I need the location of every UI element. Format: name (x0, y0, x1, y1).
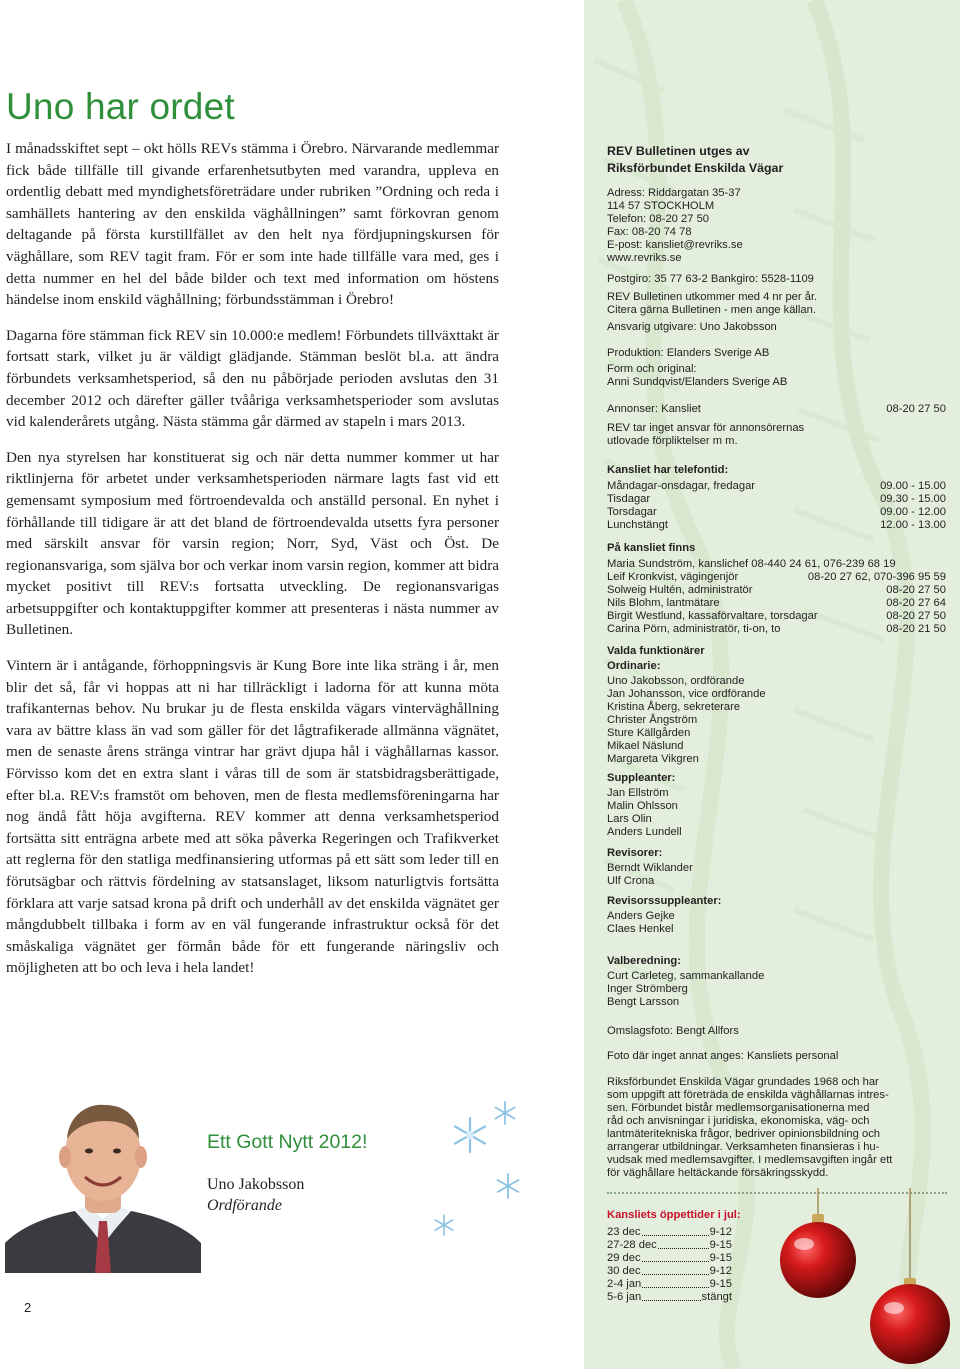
ads-note-line: utlovade förpliktelser m m. (607, 435, 738, 447)
dot-leader (642, 1265, 709, 1275)
phone-line: Telefon: 08-20 27 50 (607, 213, 710, 225)
member: Christer Ångström (607, 714, 698, 726)
holiday-time: 9-12 (709, 1226, 732, 1238)
staff-title: På kansliet finns (607, 542, 696, 554)
deputies-block (607, 772, 947, 839)
members-title: Ordinarie: (607, 660, 661, 672)
holiday-date: 29 dec (607, 1252, 641, 1264)
holiday-row (607, 1265, 732, 1278)
hours-time: 09.00 - 12.00 (880, 506, 946, 518)
phone-hours-row (607, 506, 946, 519)
nomination-member: Bengt Larsson (607, 996, 680, 1008)
auditor-deputy: Anders Gejke (607, 910, 675, 922)
elected-title: Valda funktionärer (607, 645, 705, 657)
design-line: Anni Sundqvist/Elanders Sverige AB (607, 376, 788, 388)
staff-name: Solweig Hultén, administratör (607, 584, 753, 596)
staff-row (607, 558, 946, 571)
staff-row (607, 584, 946, 597)
staff-row (607, 571, 946, 584)
ornament-left (780, 1222, 856, 1298)
phone-hours-block (607, 464, 947, 532)
ads-label: Annonser: Kansliet (607, 403, 701, 415)
phone-hours-row (607, 480, 946, 493)
signature-name: Uno Jakobsson (207, 1176, 305, 1193)
auditor: Berndt Wiklander (607, 862, 693, 874)
holiday-date: 30 dec (607, 1265, 641, 1277)
holiday-row (607, 1291, 732, 1304)
ads-note-line: REV tar inget ansvar för annonsörernas (607, 422, 805, 434)
giro-line: Postgiro: 35 77 63-2 Bankgiro: 5528-1109 (607, 273, 814, 285)
nomination-member: Inger Strömberg (607, 983, 688, 995)
auditor: Ulf Crona (607, 875, 655, 887)
staff-row (607, 610, 946, 623)
dot-leader (642, 1291, 700, 1301)
deputies-title: Suppleanter: (607, 772, 676, 784)
publisher-title: REV Bulletinen utges av (607, 144, 750, 158)
nomination-block (607, 955, 947, 1009)
holiday-time: 9-15 (709, 1252, 732, 1264)
staff-phone: 08-20 27 62, 070-396 95 59 (807, 571, 946, 583)
snowflake-icon (494, 1172, 522, 1200)
staff-name: Maria Sundström, kanslichef 08-440 24 61, 076-239 68 19 (607, 558, 896, 570)
holiday-time: 9-15 (709, 1278, 732, 1290)
holiday-date: 5-6 jan (607, 1291, 642, 1303)
cover-photo-credit: Omslagsfoto: Bengt Allfors (607, 1025, 739, 1037)
about-line: lantmäteritekniska frågor, bedriver opinionsbildning och (607, 1128, 881, 1140)
about-line: för väghållare heltäckande försäkringsskydd. (607, 1167, 829, 1179)
christmas-ornaments (770, 1188, 960, 1369)
elected-block (607, 645, 947, 766)
staff-name: Nils Blohm, lantmätare (607, 597, 720, 609)
phone-hours-title: Kansliet har telefontid: (607, 464, 729, 476)
production-line: Produktion: Elanders Sverige AB (607, 347, 770, 359)
email-link[interactable]: E-post: kansliet@revriks.se (607, 239, 743, 251)
page-number: 2 (24, 1300, 32, 1315)
hours-day: Måndagar-onsdagar, fredagar (607, 480, 756, 492)
staff-block (607, 542, 947, 636)
address-block (607, 187, 947, 265)
nomination-member: Curt Carleteg, sammankallande (607, 970, 765, 982)
production-block (607, 347, 947, 389)
holiday-row (607, 1239, 732, 1252)
snowflake-icon (432, 1213, 456, 1237)
holiday-time: 9-15 (709, 1239, 732, 1251)
staff-phone: 08-20 27 64 (886, 597, 946, 609)
staff-name: Birgit Westlund, kassaförvaltare, torsdagar (607, 610, 818, 622)
publisher-name: Riksförbundet Enskilda Vägar (607, 161, 784, 175)
staff-name: Carina Pörn, administratör, ti-on, to (607, 623, 781, 635)
staff-name: Leif Kronkvist, vägingenjör (607, 571, 739, 583)
phone-hours-row (607, 493, 946, 506)
holiday-row (607, 1252, 732, 1265)
publisher-block (607, 143, 947, 177)
hours-time: 09.00 - 15.00 (880, 480, 946, 492)
about-line: arrangerar utbildningar. Verksamheten finansieras i hu- (607, 1141, 880, 1153)
ornament-right (870, 1284, 950, 1364)
member: Margareta Vikgren (607, 753, 699, 765)
dot-leader (642, 1278, 708, 1288)
hours-time: 09.30 - 15.00 (880, 493, 946, 505)
nomination-title: Valberedning: (607, 955, 681, 967)
member: Jan Johansson, vice ordförande (607, 688, 766, 700)
signature-role: Ordförande (207, 1197, 282, 1214)
article-paragraph: Dagarna före stämman fick REV sin 10.000:e medlem! Förbundets tillväxttakt är fortsatt stark, vilket ju är väldigt glädjande. Stämman beslöt bl.a. att ändra förbundets verksamhetsperiod, så den nu påbörjade perioden avslutas den 31 december 2012 och därefter gäller tvååriga verksamhetsperioder som avslutas vid kalenderårets utgång. Nästa stämma går därmed av stapeln i mars 2013. (6, 326, 499, 431)
hours-day: Torsdagar (607, 506, 657, 518)
member: Mikael Näslund (607, 740, 684, 752)
dot-leader (658, 1239, 709, 1249)
responsible-publisher: Ansvarig utgivare: Uno Jakobsson (607, 321, 777, 333)
frequency-line: REV Bulletinen utkommer med 4 nr per år. (607, 291, 818, 303)
portrait-illustration (5, 1093, 201, 1273)
article-paragraph: I månadsskiftet sept – okt hölls REVs stämma i Örebro. Närvarande medlemmar fick både tillfälle till givande erfarenhetsutbyten med varandra, uppleva en ordentlig debatt med myndighetsföreträdare under rubriken ”Ordning och reda i samhällets hantering av den enskilda väghållningen” samt förkovran genom deltagande på första kurstillfället av den helt nya fördjupningskursen för väghållare, som REV tagit fram. För er som inte hade tillfälle vara med, ges i detta nummer en hel del både bilder och text med information om höstens händelse inom enskild väghållning; förbundsstämman i Örebro! (6, 140, 499, 309)
ads-phone: 08-20 27 50 (886, 403, 946, 415)
deputy: Lars Olin (607, 813, 652, 825)
phone-hours-row (607, 519, 946, 532)
holiday-date: 27-28 dec (607, 1239, 657, 1251)
about-line: sen. Förbundet bistår medlemsorganisationerna med (607, 1102, 870, 1114)
website-link[interactable]: www.revriks.se (607, 252, 682, 264)
staff-phone: 08-20 27 50 (886, 584, 946, 596)
deputy: Malin Ohlsson (607, 800, 678, 812)
about-block (607, 1076, 947, 1180)
author-portrait (5, 1093, 201, 1273)
holiday-time: stängt (701, 1291, 732, 1303)
photo-credit: Foto där inget annat anges: Kansliets personal (607, 1050, 839, 1062)
page-title: Uno har ordet (6, 86, 235, 127)
holiday-hours-title: Kansliets öppettider i jul: (607, 1209, 741, 1221)
holiday-row (607, 1226, 732, 1239)
deputy: Jan Ellström (607, 787, 669, 799)
dot-leader (642, 1252, 709, 1262)
ads-block (607, 403, 947, 448)
staff-phone: 08-20 21 50 (886, 623, 946, 635)
snowflake-icon (492, 1100, 518, 1126)
holiday-time: 9-12 (709, 1265, 732, 1277)
hours-time: 12.00 - 13.00 (880, 519, 946, 531)
holiday-date: 2-4 jan (607, 1278, 642, 1290)
article-paragraph: Den nya styrelsen har konstituerat sig och när detta nummer kommer ut har riktlinjerna för arbetet under verksamhetsperioden närmare lagts fast vid ett gemensamt symposium med förtroendevalda och anställd personal. En nyhet i förhållande till tidigare är att det bland de förtroendevalda utsetts fyra personer med särskilt ansvar för varsin region; Norr, Syd, Väst och Öst. De regionansvariga, som själva bor och verkar inom varsin region, kommer att bidra mycket positivt till REV:s fortsatta utveckling. De regionansvarigas arbetsuppgifter och kontaktuppgifter kommer att presenteras i nästa nummer av Bulletinen. (6, 448, 499, 639)
staff-phone: 08-20 27 50 (886, 610, 946, 622)
design-label: Form och original: (607, 363, 697, 375)
deputy: Anders Lundell (607, 826, 682, 838)
holiday-date: 23 dec (607, 1226, 641, 1238)
member: Kristina Åberg, sekreterare (607, 701, 741, 713)
hours-day: Lunchstängt (607, 519, 668, 531)
article-body (6, 138, 499, 979)
citation-line: Citera gärna Bulletinen - men ange källan. (607, 304, 816, 316)
about-line: råd och anvisningar i juridiska, ekonomiska, väg- och (607, 1115, 870, 1127)
snowflake-icon (450, 1115, 490, 1155)
fax-line: Fax: 08-20 74 78 (607, 226, 692, 238)
about-line: Riksförbundet Enskilda Vägar grundades 1968 och har (607, 1076, 879, 1088)
auditor-deputy: Claes Henkel (607, 923, 674, 935)
member: Uno Jakobsson, ordförande (607, 675, 745, 687)
about-line: som uppgift att företräda de enskilda väghållarnas intres- (607, 1089, 889, 1101)
staff-row (607, 597, 946, 610)
dot-leader (642, 1226, 709, 1236)
auditors-block (607, 847, 947, 888)
staff-row (607, 623, 946, 636)
auditor-deputies-block (607, 895, 947, 936)
address-line: 114 57 STOCKHOLM (607, 200, 715, 212)
hours-day: Tisdagar (607, 493, 651, 505)
auditors-title: Revisorer: (607, 847, 663, 859)
auditor-deputies-title: Revisorssuppleanter: (607, 895, 722, 907)
holiday-row (607, 1278, 732, 1291)
frequency-block (607, 291, 947, 317)
address-line: Adress: Riddargatan 35-37 (607, 187, 741, 199)
new-year-greeting: Ett Gott Nytt 2012! (207, 1131, 368, 1153)
about-line: vudsak med medlemsavgifter. I medlemsavgiften ingår ett (607, 1154, 893, 1166)
article-paragraph: Vintern är i antågande, förhoppningsvis är Kung Bore inte lika sträng i år, men blir det så, får vi hoppas att ni har tillräckligt i ladorna för att kunna möta trafikanternas behov. Nu brukar ju de flesta enskilda vägars vinterväghållning vara av bättre klass än vad som gäller för det lågtrafikerade allmänna vägnätet, men de senaste årens stränga vintrar har grävt djupa hål i väghållarnas kassor. Förvisso kom det en extra slant i våras till de som är statsbidragsberättigade, efter bl.a. REV:s framstöt om behoven, men de flesta medlemsföreningarna har nog ändå fått höja avgifterna. REV kommer att denna verksamhetsperiod fortsätta sitt enträgna arbete med att söka påverka Regeringen och Trafikverket att reglerna för den statliga medfinansiering utformas på ett sätt som leder till en förutsägbar och rättvis fördelning av statsanslaget, liksom naturligtvis fortsätta förklara att varje satsad krona på drift och underhåll av det enskilda vägnätet ger mångdubbelt tillbaka i form av en väl fungerande infrastruktur också för det småskaliga vägnätet ger förmån både för ett fungerande näringsliv och möjligheten att bo och leva i hela landet! (6, 657, 499, 977)
member: Sture Källgården (607, 727, 691, 739)
